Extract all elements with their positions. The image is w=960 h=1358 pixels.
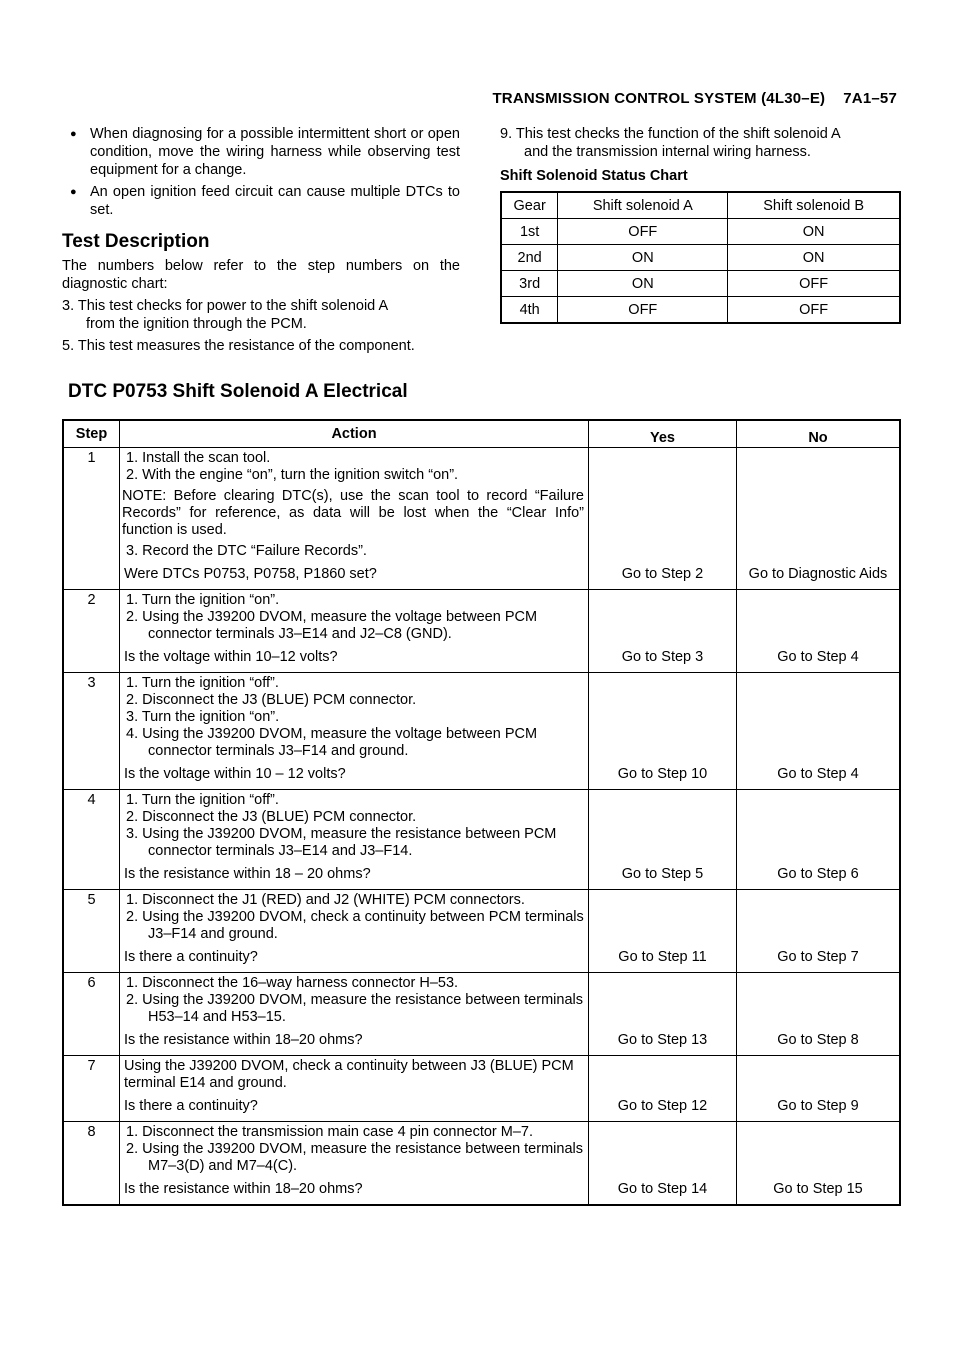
action-step: 1. Install the scan tool. [126, 450, 271, 466]
yes-result: Go to Step 10 [589, 673, 737, 790]
action-cell [120, 673, 589, 790]
table-row [501, 219, 900, 245]
dtc-title: DTC P0753 Shift Solenoid A Electrical [68, 381, 408, 402]
no-result: Go to Diagnostic Aids [737, 448, 901, 590]
yes-result: Go to Step 2 [589, 448, 737, 590]
table-cell: 1st [501, 219, 558, 245]
table-row [63, 890, 900, 973]
status-chart-title: Shift Solenoid Status Chart [500, 168, 688, 184]
shift-solenoid-status-table [500, 191, 901, 324]
action-step: 2. Using the J39200 DVOM, measure the resistance between terminals H53–14 and H53–15. [126, 992, 583, 1025]
action-step: 1. Disconnect the transmission main case 4 pin connector M–7. [126, 1124, 534, 1140]
bullet-item: ● When diagnosing for a possible intermittent short or open condition, move the wiring harness while observing test equipment for a change. [62, 125, 460, 179]
table-row [63, 973, 900, 1056]
action-step: 3. Turn the ignition “on”. [126, 709, 280, 725]
action-step: 2. Disconnect the J3 (BLUE) PCM connector. [126, 809, 417, 825]
action-cell [120, 890, 589, 973]
table-row [501, 297, 900, 324]
table-cell: ON [728, 245, 900, 271]
description-item [500, 125, 902, 161]
action-question: Is the resistance within 18 – 20 ohms? [124, 866, 371, 882]
header-title: TRANSMISSION CONTROL SYSTEM (4L30–E) [492, 90, 826, 107]
test-description-intro: The numbers below refer to the step numbers on the diagnostic chart: [62, 258, 460, 292]
table-cell: OFF [558, 219, 728, 245]
table-row [501, 271, 900, 297]
table-cell: 2nd [501, 245, 558, 271]
table-header-cell: Gear [501, 192, 558, 219]
no-result: Go to Step 4 [737, 673, 901, 790]
action-step: 2. Using the J39200 DVOM, measure the voltage between PCM connector terminals J3–E14 and J2–C8 (GND). [126, 609, 538, 642]
action-step: 1. Disconnect the J1 (RED) and J2 (WHITE) PCM connectors. [126, 892, 525, 908]
header-yes: Yes [589, 420, 737, 448]
step-number: 6 [63, 973, 120, 1056]
bullet-item: ● An open ignition feed circuit can cause multiple DTCs to set. [62, 183, 460, 219]
action-question: Is the voltage within 10–12 volts? [124, 649, 338, 665]
step-number: 4 [63, 790, 120, 890]
page-header [474, 90, 897, 107]
action-cell [120, 590, 589, 673]
test-description-heading: Test Description [62, 231, 210, 252]
action-step: 3. Using the J39200 DVOM, measure the resistance between PCM connector terminals J3–E14 and J3–F14. [126, 826, 557, 859]
step-number: 3 [63, 673, 120, 790]
table-header-cell: Shift solenoid B [728, 192, 900, 219]
table-cell: ON [558, 245, 728, 271]
description-item-cont: and the transmission internal wiring harness. [524, 144, 811, 160]
table-header-row [63, 420, 900, 448]
action-note: NOTE: Before clearing DTC(s), use the scan tool to record “Failure Records” for reference, as data will be lost when the “Clear Info” function is used. [122, 488, 584, 538]
action-question: Is the resistance within 18–20 ohms? [124, 1181, 363, 1197]
action-cell [120, 1056, 589, 1122]
table-cell: OFF [728, 271, 900, 297]
table-row [63, 590, 900, 673]
action-text: Using the J39200 DVOM, check a continuity between J3 (BLUE) PCM terminal E14 and ground. [124, 1058, 574, 1091]
table-cell: 4th [501, 297, 558, 324]
table-header-cell: Shift solenoid A [558, 192, 728, 219]
table-row [63, 673, 900, 790]
action-cell [120, 790, 589, 890]
no-result: Go to Step 9 [737, 1056, 901, 1122]
yes-result: Go to Step 5 [589, 790, 737, 890]
table-row [63, 790, 900, 890]
action-cell [120, 973, 589, 1056]
no-result: Go to Step 15 [737, 1122, 901, 1206]
action-cell [120, 448, 589, 590]
no-result: Go to Step 6 [737, 790, 901, 890]
yes-result: Go to Step 13 [589, 973, 737, 1056]
yes-result: Go to Step 12 [589, 1056, 737, 1122]
table-cell: ON [728, 219, 900, 245]
action-step: 2. Disconnect the J3 (BLUE) PCM connector. [126, 692, 417, 708]
action-cell [120, 1122, 589, 1206]
table-cell: ON [558, 271, 728, 297]
action-step: 2. Using the J39200 DVOM, check a continuity between PCM terminals J3–F14 and ground. [126, 909, 584, 942]
description-item-first: 9. This test checks the function of the shift solenoid A [500, 126, 841, 142]
description-item [62, 337, 460, 355]
description-item-cont: from the ignition through the PCM. [86, 316, 307, 332]
action-question: Is there a continuity? [124, 1098, 258, 1114]
action-question: Is there a continuity? [124, 949, 258, 965]
table-cell: 3rd [501, 271, 558, 297]
action-step: 1. Turn the ignition “on”. [126, 592, 280, 608]
step-number: 1 [63, 448, 120, 590]
dtc-diagnostic-table [62, 419, 901, 1206]
yes-result: Go to Step 3 [589, 590, 737, 673]
no-result: Go to Step 7 [737, 890, 901, 973]
step-number: 5 [63, 890, 120, 973]
header-no: No [737, 420, 901, 448]
action-step: 1. Disconnect the 16–way harness connector H–53. [126, 975, 459, 991]
action-question: Were DTCs P0753, P0758, P1860 set? [124, 566, 377, 582]
yes-result: Go to Step 14 [589, 1122, 737, 1206]
action-step: 3. Record the DTC “Failure Records”. [126, 543, 367, 559]
table-header-row [501, 192, 900, 219]
yes-result: Go to Step 11 [589, 890, 737, 973]
action-step: 1. Turn the ignition “off”. [126, 792, 279, 808]
header-step: Step [63, 420, 120, 448]
description-item-first: 5. This test measures the resistance of the component. [62, 338, 415, 354]
table-cell: OFF [558, 297, 728, 324]
table-row [501, 245, 900, 271]
action-step: 1. Turn the ignition “off”. [126, 675, 279, 691]
step-number: 7 [63, 1056, 120, 1122]
step-number: 2 [63, 590, 120, 673]
table-cell: OFF [728, 297, 900, 324]
page-number: 7A1–57 [843, 90, 897, 107]
no-result: Go to Step 8 [737, 973, 901, 1056]
step-number: 8 [63, 1122, 120, 1206]
action-step: 2. Using the J39200 DVOM, measure the resistance between terminals M7–3(D) and M7–4(C). [126, 1141, 583, 1174]
description-item-first: 3. This test checks for power to the shift solenoid A [62, 298, 389, 314]
left-column [62, 125, 460, 359]
description-item [62, 297, 460, 333]
table-row [63, 1122, 900, 1206]
header-action: Action [120, 420, 589, 448]
table-row [63, 448, 900, 590]
action-step: 2. With the engine “on”, turn the ignition switch “on”. [126, 467, 459, 483]
action-step: 4. Using the J39200 DVOM, measure the voltage between PCM connector terminals J3–F14 and ground. [126, 726, 538, 759]
action-question: Is the resistance within 18–20 ohms? [124, 1032, 363, 1048]
right-column [500, 125, 902, 324]
action-question: Is the voltage within 10 – 12 volts? [124, 766, 346, 782]
no-result: Go to Step 4 [737, 590, 901, 673]
table-row [63, 1056, 900, 1122]
